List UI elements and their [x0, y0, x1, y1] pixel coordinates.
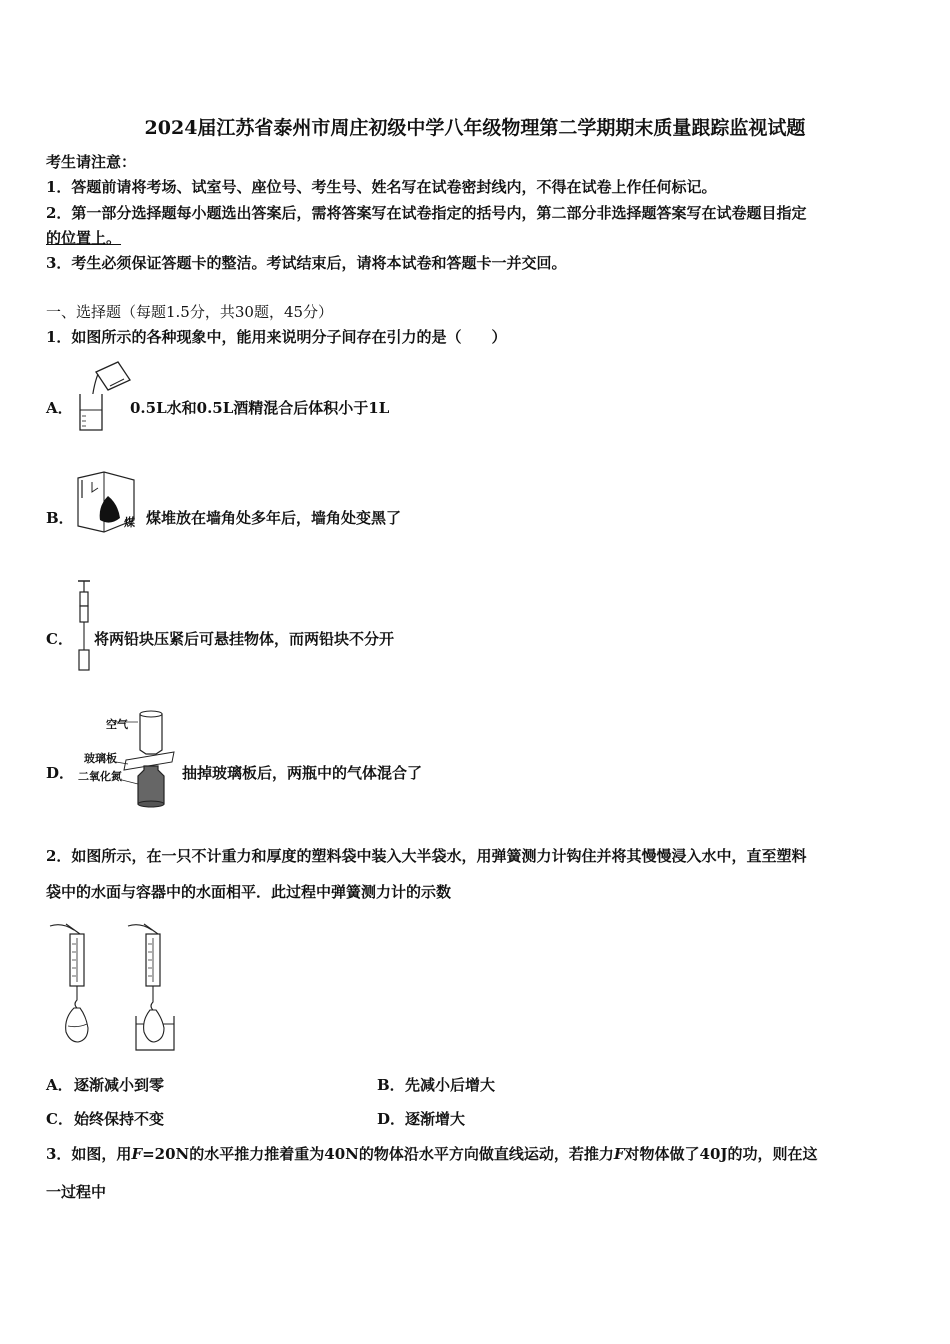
q2-stem-line1: 2．如图所示，在一只不计重力和厚度的塑料袋中装入大半袋水，用弹簧测力计钩住并将其慢慢浸入水中，直至塑料 — [46, 847, 807, 865]
q2-option-c-text: 始终保持不变 — [74, 1110, 165, 1128]
coal-corner-figure — [74, 470, 146, 536]
q1-option-b-key: B． — [46, 509, 74, 527]
q1-option-a-key: A． — [46, 399, 73, 417]
q1-option-b-text: 煤堆放在墙角处多年后，墙角处变黑了 — [146, 509, 402, 527]
q2-stem-line2: 袋中的水面与容器中的水面相平．此过程中弹簧测力计的示数 — [46, 883, 452, 901]
q1-option-c-key: C． — [46, 630, 73, 648]
lead-blocks-figure — [74, 578, 94, 673]
q3-var-f: F — [131, 1145, 143, 1163]
q3-line1-middle: =20N的水平推力推着重为40N的物体沿水平方向做直线运动，若推力 — [142, 1145, 614, 1163]
page-title: 2024届江苏省泰州市周庄初级中学八年级物理第二学期期末质量跟踪监视试题 — [144, 117, 806, 139]
q3-line1 — [46, 1144, 818, 1164]
q2-option-a-key: A． — [46, 1076, 73, 1094]
notice-heading: 考生请注意： — [46, 153, 137, 171]
gas-bottles-figure — [76, 708, 186, 813]
q2-option-c-key: C． — [46, 1110, 73, 1128]
spring-scale-figure — [46, 920, 196, 1060]
q3-line1-end: 对物体做了40J的功，则在这 — [624, 1145, 818, 1163]
no2-label: 二氧化氮 — [78, 770, 122, 783]
q2-option-d-text: 逐渐增大 — [405, 1110, 466, 1128]
q2-option-b-key: B． — [377, 1076, 405, 1094]
q3-line2: 一过程中 — [46, 1183, 107, 1201]
notice-item-2-cont: 的位置上。 — [46, 229, 122, 247]
notice-item-2: 2．第一部分选择题每小题选出答案后，需将答案写在试卷指定的括号内，第二部分非选择题答案写在试卷题目指定 — [46, 204, 807, 222]
q3-var-f-2: F — [613, 1145, 625, 1163]
q1-option-d-text: 抽掉玻璃板后，两瓶中的气体混合了 — [182, 764, 423, 782]
q1-option-a-text: 0.5L水和0.5L酒精混合后体积小于1L — [130, 399, 390, 417]
q2-option-b-text: 先减小后增大 — [405, 1076, 496, 1094]
beaker-pouring-figure — [74, 360, 134, 435]
q2-option-a-text: 逐渐减小到零 — [74, 1076, 165, 1094]
q3-line1-start: 3．如图，用 — [46, 1145, 132, 1163]
notice-item-1: 1．答题前请将考场、试室号、座位号、考生号、姓名写在试卷密封线内，不得在试卷上作任何标记。 — [46, 178, 717, 196]
air-label: 空气 — [106, 718, 128, 731]
q1-stem: 1．如图所示的各种现象中，能用来说明分子间存在引力的是（ ） — [46, 328, 507, 346]
q2-option-d-key: D． — [377, 1110, 406, 1128]
coal-label: 煤 — [124, 516, 135, 529]
notice-item-3: 3．考生必须保证答题卡的整洁。考试结束后，请将本试卷和答题卡一并交回。 — [46, 254, 567, 272]
q1-option-d-key: D． — [46, 764, 75, 782]
q1-option-c-text: 将两铅块压紧后可悬挂物体，而两铅块不分开 — [94, 630, 395, 648]
section-heading: 一、选择题（每题1.5分，共30题，45分） — [46, 303, 334, 321]
glass-plate-label: 玻璃板 — [84, 752, 117, 765]
